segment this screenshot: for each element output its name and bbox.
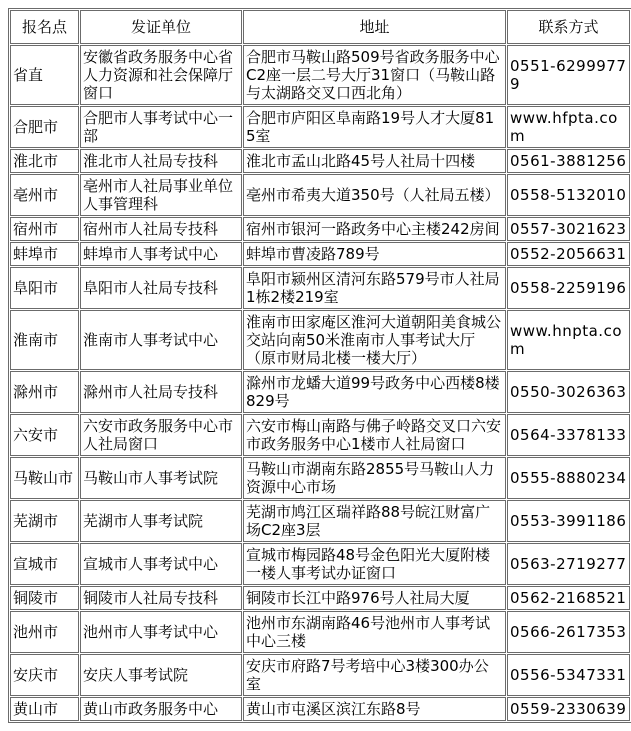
cell-address: 马鞍山市湖南东路2855号马鞍山人力资源中心市场 <box>243 457 506 499</box>
column-header-contact: 联系方式 <box>507 10 630 44</box>
cell-address: 蚌埠市曹凌路789号 <box>243 242 506 266</box>
cell-address: 安庆市府路7号考培中心3楼300办公室 <box>243 654 506 696</box>
cell-address: 淮南市田家庵区淮河大道朝阳美食城公交站向南50米淮南市人事考试大厅（原市财局北楼一楼大厅） <box>243 310 506 370</box>
cell-issuing-unit: 阜阳市人社局专技科 <box>80 267 242 309</box>
table-row <box>10 310 630 370</box>
cell-issuing-unit: 黄山市政务服务中心 <box>80 697 242 721</box>
cell-address: 铜陵市长江中路976号人社局大厦 <box>243 586 506 610</box>
cell-contact: 0552-2056631 <box>507 242 630 266</box>
table-row <box>10 697 630 721</box>
cell-address: 合肥市马鞍山路509号省政务服务中心C2座一层二号大厅31窗口（马鞍山路与太湖路交叉口西北角） <box>243 45 506 105</box>
table-row <box>10 174 630 216</box>
column-header-registration-point: 报名点 <box>10 10 79 44</box>
cell-registration-point: 宣城市 <box>10 543 79 585</box>
cell-contact: www.hfpta.com <box>507 106 630 148</box>
cell-issuing-unit: 亳州市人社局事业单位人事管理科 <box>80 174 242 216</box>
cell-address: 六安市梅山南路与佛子岭路交叉口六安市政务服务中心1楼市人社局窗口 <box>243 414 506 456</box>
cell-issuing-unit: 合肥市人事考试中心一部 <box>80 106 242 148</box>
cell-address: 阜阳市颍州区清河东路579号市人社局1栋2楼219室 <box>243 267 506 309</box>
cell-contact: 0564-3378133 <box>507 414 630 456</box>
column-header-address: 地址 <box>243 10 506 44</box>
table-row <box>10 543 630 585</box>
table-row <box>10 611 630 653</box>
header-row <box>10 10 630 44</box>
table-row <box>10 500 630 542</box>
cell-address: 滁州市龙蟠大道99号政务中心西楼8楼829号 <box>243 371 506 413</box>
cell-issuing-unit: 芜湖市人事考试院 <box>80 500 242 542</box>
table-body <box>10 45 630 721</box>
cell-registration-point: 马鞍山市 <box>10 457 79 499</box>
cell-contact: www.hnpta.com <box>507 310 630 370</box>
cell-contact: 0566-2617353 <box>507 611 630 653</box>
cell-issuing-unit: 淮北市人社局专技科 <box>80 149 242 173</box>
cell-contact: 0556-5347331 <box>507 654 630 696</box>
table-row <box>10 106 630 148</box>
cell-issuing-unit: 宿州市人社局专技科 <box>80 217 242 241</box>
cell-registration-point: 宿州市 <box>10 217 79 241</box>
cell-issuing-unit: 蚌埠市人事考试中心 <box>80 242 242 266</box>
cell-registration-point: 淮北市 <box>10 149 79 173</box>
cell-contact: 0562-2168521 <box>507 586 630 610</box>
cell-registration-point: 蚌埠市 <box>10 242 79 266</box>
cell-registration-point: 铜陵市 <box>10 586 79 610</box>
cell-address: 宣城市梅园路48号金色阳光大厦附楼一楼人事考试办证窗口 <box>243 543 506 585</box>
cell-issuing-unit: 安徽省政务服务中心省人力资源和社会保障厅窗口 <box>80 45 242 105</box>
cell-registration-point: 池州市 <box>10 611 79 653</box>
cell-address: 芜湖市鸠江区瑞祥路88号皖江财富广场C2座3层 <box>243 500 506 542</box>
cell-registration-point: 亳州市 <box>10 174 79 216</box>
table-row <box>10 217 630 241</box>
cell-registration-point: 合肥市 <box>10 106 79 148</box>
cell-registration-point: 六安市 <box>10 414 79 456</box>
cell-registration-point: 淮南市 <box>10 310 79 370</box>
cell-address: 亳州市希夷大道350号（人社局五楼） <box>243 174 506 216</box>
cell-issuing-unit: 铜陵市人社局专技科 <box>80 586 242 610</box>
cell-contact: 0563-2719277 <box>507 543 630 585</box>
cell-registration-point: 滁州市 <box>10 371 79 413</box>
cell-registration-point: 阜阳市 <box>10 267 79 309</box>
cell-issuing-unit: 池州市人事考试中心 <box>80 611 242 653</box>
cell-address: 池州市东湖南路46号池州市人事考试中心三楼 <box>243 611 506 653</box>
cell-registration-point: 黄山市 <box>10 697 79 721</box>
table-row <box>10 414 630 456</box>
cell-contact: 0551-62999779 <box>507 45 630 105</box>
cell-issuing-unit: 安庆人事考试院 <box>80 654 242 696</box>
table-row <box>10 45 630 105</box>
cell-issuing-unit: 滁州市人社局专技科 <box>80 371 242 413</box>
table-row <box>10 586 630 610</box>
cell-address: 宿州市银河一路政务中心主楼242房间 <box>243 217 506 241</box>
cell-issuing-unit: 马鞍山市人事考试院 <box>80 457 242 499</box>
cell-registration-point: 安庆市 <box>10 654 79 696</box>
table-row <box>10 457 630 499</box>
cell-contact: 0550-3026363 <box>507 371 630 413</box>
cell-address: 黄山市屯溪区滨江东路8号 <box>243 697 506 721</box>
cell-issuing-unit: 宣城市人事考试中心 <box>80 543 242 585</box>
cell-contact: 0559-2330639 <box>507 697 630 721</box>
cell-registration-point: 芜湖市 <box>10 500 79 542</box>
cell-issuing-unit: 淮南市人事考试中心 <box>80 310 242 370</box>
cell-issuing-unit: 六安市政务服务中心市人社局窗口 <box>80 414 242 456</box>
table-row <box>10 267 630 309</box>
cell-address: 合肥市庐阳区阜南路19号人才大厦815室 <box>243 106 506 148</box>
column-header-issuing-unit: 发证单位 <box>80 10 242 44</box>
table-row <box>10 371 630 413</box>
registration-points-table <box>8 8 631 723</box>
cell-contact: 0553-3991186 <box>507 500 630 542</box>
cell-address: 淮北市孟山北路45号人社局十四楼 <box>243 149 506 173</box>
cell-registration-point: 省直 <box>10 45 79 105</box>
cell-contact: 0558-5132010 <box>507 174 630 216</box>
table-row <box>10 242 630 266</box>
cell-contact: 0561-3881256 <box>507 149 630 173</box>
cell-contact: 0555-8880234 <box>507 457 630 499</box>
table-row <box>10 654 630 696</box>
cell-contact: 0557-3021623 <box>507 217 630 241</box>
cell-contact: 0558-2259196 <box>507 267 630 309</box>
table-row <box>10 149 630 173</box>
